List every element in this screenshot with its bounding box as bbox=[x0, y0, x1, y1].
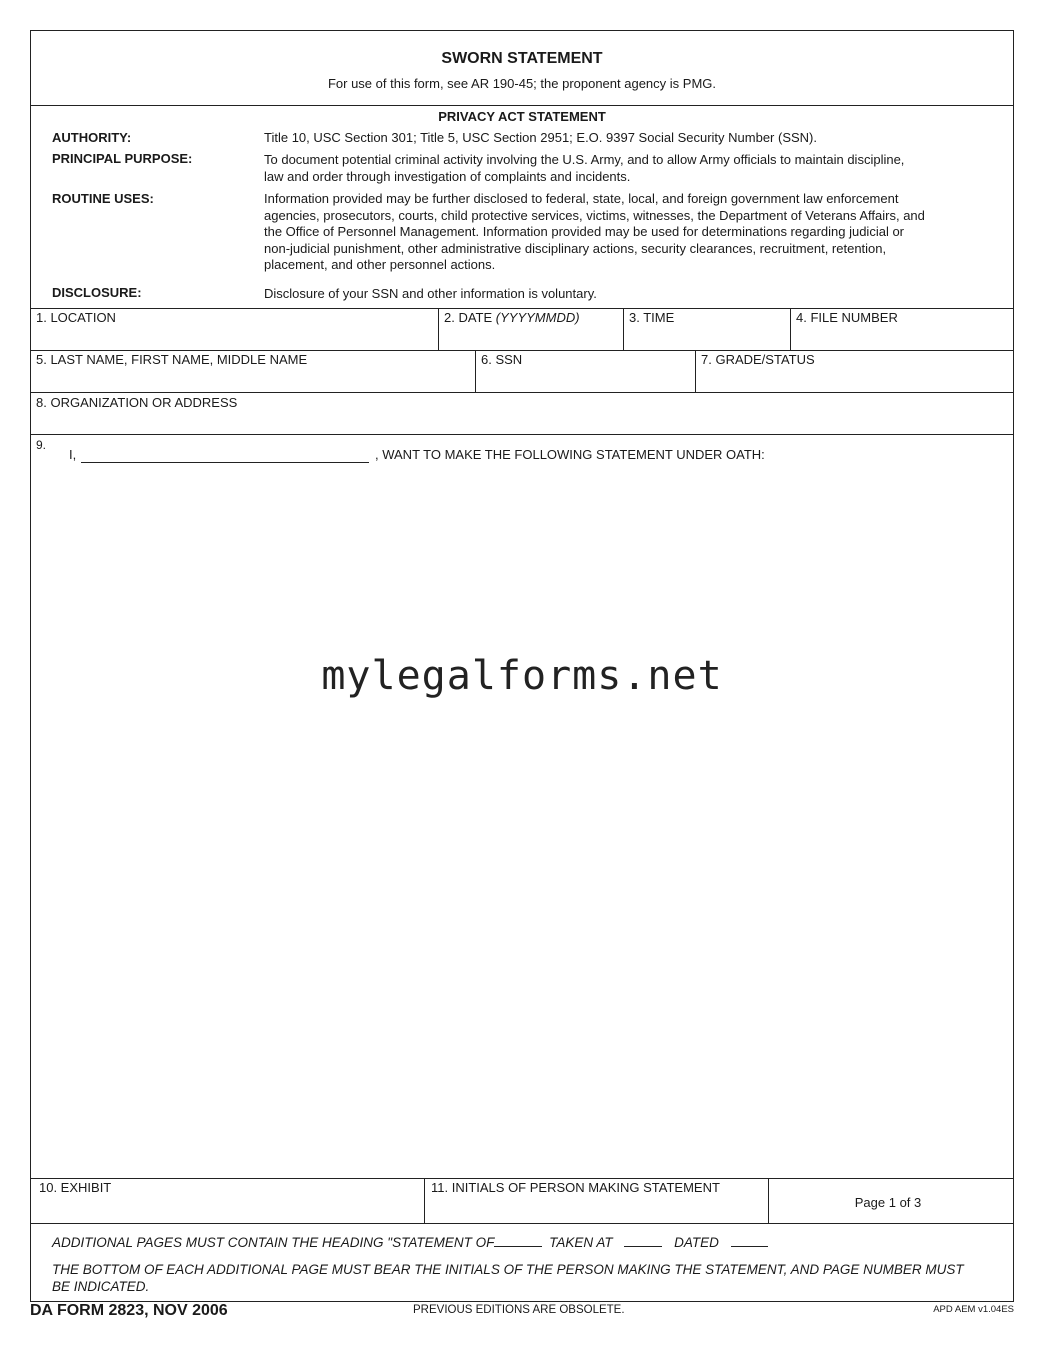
statement-body[interactable] bbox=[35, 471, 1009, 1176]
grade-status-label: 7. GRADE/STATUS bbox=[701, 352, 815, 367]
initials-field[interactable] bbox=[431, 1180, 761, 1222]
divider bbox=[31, 1178, 1013, 1179]
exhibit-label: 10. EXHIBIT bbox=[39, 1180, 112, 1195]
bottom-note-line: THE BOTTOM OF EACH ADDITIONAL PAGE MUST BEAR THE INITIALS OF THE PERSON MAKING THE STATEMENT, AND PAGE NUMBER MUST bbox=[52, 1262, 964, 1277]
statement-intro-text: , WANT TO MAKE THE FOLLOWING STATEMENT UNDER OATH: bbox=[375, 447, 765, 462]
sworn-statement-form bbox=[30, 30, 1014, 1302]
routine-line: placement, and other personnel actions. bbox=[264, 257, 496, 272]
location-label: 1. LOCATION bbox=[36, 310, 116, 325]
divider bbox=[790, 308, 791, 350]
divider bbox=[438, 308, 439, 350]
routine-line: Information provided may be further disclosed to federal, state, local, and foreign government law enforcement bbox=[264, 191, 899, 206]
date-field[interactable] bbox=[444, 310, 622, 350]
divider bbox=[623, 308, 624, 350]
organization-label: 8. ORGANIZATION OR ADDRESS bbox=[36, 395, 238, 410]
name-label: 5. LAST NAME, FIRST NAME, MIDDLE NAME bbox=[36, 352, 308, 367]
privacy-act-heading: PRIVACY ACT STATEMENT bbox=[438, 109, 606, 124]
dated-blank[interactable] bbox=[731, 1234, 768, 1247]
taken-at-blank[interactable] bbox=[624, 1234, 662, 1247]
file-number-label: 4. FILE NUMBER bbox=[796, 310, 898, 325]
divider bbox=[31, 392, 1013, 393]
authority-label: AUTHORITY: bbox=[52, 130, 132, 145]
routine-line: the Office of Personnel Management. Information provided may be used for determinations regarding judicial or bbox=[264, 224, 905, 239]
organization-field[interactable] bbox=[36, 395, 1006, 435]
purpose-line: To document potential criminal activity involving the U.S. Army, and to allow Army officials to maintain discipline, bbox=[264, 152, 905, 167]
purpose-label: PRINCIPAL PURPOSE: bbox=[52, 151, 193, 166]
ssn-field[interactable] bbox=[481, 352, 691, 392]
disclosure-label: DISCLOSURE: bbox=[52, 285, 142, 300]
watermark: mylegalforms.net bbox=[321, 653, 723, 699]
routine-uses-text bbox=[264, 191, 969, 274]
divider bbox=[31, 1223, 1013, 1224]
taken-at-label: TAKEN AT bbox=[549, 1235, 613, 1250]
bottom-note-line: BE INDICATED. bbox=[52, 1278, 150, 1294]
authority-text: Title 10, USC Section 301; Title 5, USC Section 2951; E.O. 9397 Social Security Number (SSN). bbox=[264, 130, 817, 145]
form-subtitle: For use of this form, see AR 190-45; the proponent agency is PMG. bbox=[327, 76, 717, 91]
initials-label: 11. INITIALS OF PERSON MAKING STATEMENT bbox=[431, 1180, 720, 1195]
ssn-label: 6. SSN bbox=[481, 352, 523, 367]
form-title: SWORN STATEMENT bbox=[441, 50, 603, 67]
statement-of-blank[interactable] bbox=[494, 1234, 542, 1247]
bottom-page-note bbox=[52, 1262, 992, 1295]
time-field[interactable] bbox=[629, 310, 787, 350]
routine-line: agencies, prosecutors, courts, child protective services, victims, witnesses, the Department of Veterans Affairs, and bbox=[264, 207, 925, 223]
routine-line: non-judicial punishment, other administrative disciplinary actions, security clearances, recruitment, retention, bbox=[264, 240, 887, 256]
divider bbox=[424, 1178, 425, 1223]
additional-pages-text: ADDITIONAL PAGES MUST CONTAIN THE HEADING "STATEMENT OF bbox=[52, 1235, 495, 1250]
divider bbox=[31, 308, 1013, 309]
date-format-hint: (YYYYMMDD) bbox=[495, 310, 580, 325]
routine-uses-label: ROUTINE USES: bbox=[52, 191, 154, 206]
apd-version: APD AEM v1.04ES bbox=[933, 1304, 1014, 1315]
divider bbox=[695, 350, 696, 392]
grade-status-field[interactable] bbox=[701, 352, 1001, 392]
statement-number: 9. bbox=[36, 438, 47, 452]
divider bbox=[475, 350, 476, 392]
additional-pages-note bbox=[52, 1234, 992, 1252]
divider bbox=[31, 105, 1013, 106]
obsolete-notice: PREVIOUS EDITIONS ARE OBSOLETE. bbox=[413, 1304, 625, 1316]
form-id: DA FORM 2823, NOV 2006 bbox=[30, 1302, 228, 1319]
exhibit-field[interactable] bbox=[39, 1180, 419, 1222]
purpose-line: law and order through investigation of complaints and incidents. bbox=[264, 168, 631, 184]
purpose-text bbox=[264, 152, 969, 185]
statement-name-line[interactable] bbox=[81, 462, 369, 463]
statement-intro-i: I, bbox=[69, 447, 77, 462]
divider bbox=[31, 350, 1013, 351]
file-number-field[interactable] bbox=[796, 310, 1006, 350]
date-label: 2. DATE bbox=[444, 310, 496, 325]
time-label: 3. TIME bbox=[629, 310, 675, 325]
location-field[interactable] bbox=[36, 310, 436, 350]
divider bbox=[31, 434, 1013, 435]
dated-label: DATED bbox=[674, 1235, 719, 1250]
page-number: Page 1 of 3 bbox=[854, 1195, 922, 1210]
disclosure-text: Disclosure of your SSN and other information is voluntary. bbox=[264, 286, 597, 301]
name-field[interactable] bbox=[36, 352, 471, 392]
